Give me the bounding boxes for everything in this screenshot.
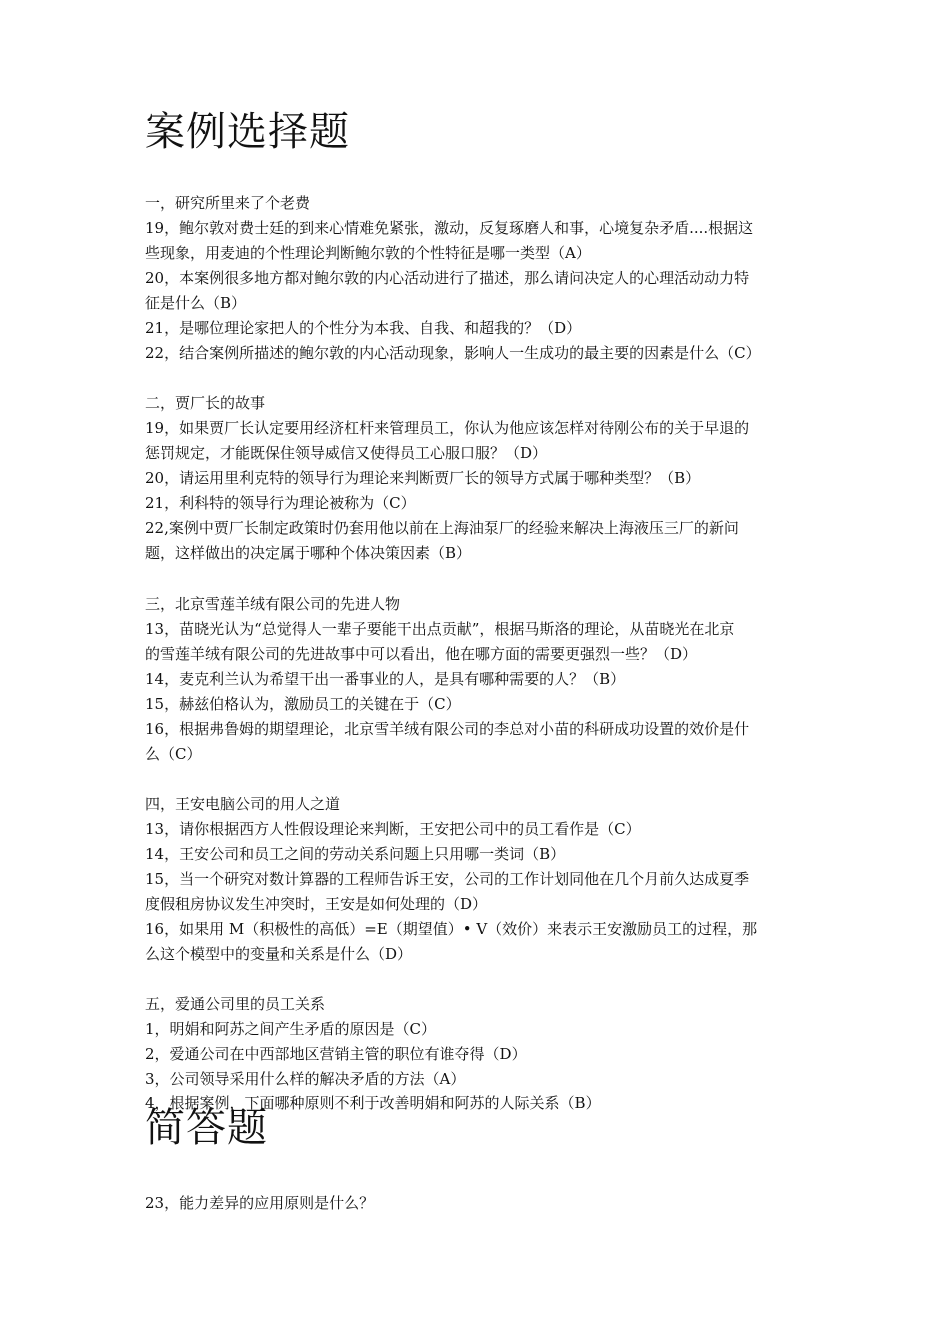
section-2-line: 19，如果贾厂长认定要用经济杠杆来管理员工，你认为他应该怎样对待刚公布的关于早退的: [145, 419, 750, 437]
section-5-line: 1，明娟和阿苏之间产生矛盾的原因是（C）: [145, 1020, 437, 1038]
section-3-line: 么（C）: [145, 745, 202, 763]
section-5-line: 2，爱通公司在中西部地区营销主管的职位有谁夺得（D）: [145, 1045, 527, 1063]
section-3-line: 的雪莲羊绒有限公司的先进故事中可以看出，他在哪方面的需要更强烈一些？（D）: [145, 645, 698, 663]
section-1-line: 征是什么（B）: [145, 294, 247, 312]
section-1-line: 21，是哪位理论家把人的个性分为本我、自我、和超我的？（D）: [145, 319, 582, 337]
section-2-title: 二，贾厂长的故事: [145, 394, 266, 412]
section-4-line: 么这个模型中的变量和关系是什么（D）: [145, 945, 413, 963]
section-2-line: 21，利科特的领导行为理论被称为（C）: [145, 494, 416, 512]
section-5-line: 3，公司领导采用什么样的解决矛盾的方法（A）: [145, 1070, 466, 1088]
section-4-line: 15，当一个研究对数计算器的工程师告诉王安，公司的工作计划同他在几个月前久达成夏季: [145, 870, 750, 888]
section-1-line: 些现象，用麦迪的个性理论判断鲍尔敦的个性特征是哪一类型（A）: [145, 244, 591, 262]
section-4-line: 度假租房协议发生冲突时，王安是如何处理的（D）: [145, 895, 488, 913]
heading-short-answer: 简答题: [145, 1105, 268, 1151]
section-1-line: 19，鲍尔敦对费士廷的到来心情难免紧张，激动，反复琢磨人和事，心境复杂矛盾....根据这: [145, 219, 754, 237]
section-5-line: 4，根据案例，下面哪种原则不利于改善明娟和阿苏的人际关系（B）: [145, 1094, 601, 1112]
section-3-line: 13，苗晓光认为“总觉得人一辈子要能干出点贡献”，根据马斯洛的理论，从苗晓光在北京: [145, 620, 735, 638]
section-1-title: 一，研究所里来了个老费: [145, 194, 311, 212]
section-4-line: 16，如果用 M（积极性的高低）=E（期望值）• V（效价）来表示王安激励员工的过程，那: [145, 920, 758, 938]
section-3-line: 16，根据弗鲁姆的期望理论，北京雪羊绒有限公司的李总对小苗的科研成功设置的效价是什: [145, 720, 750, 738]
section-3-title: 三，北京雪莲羊绒有限公司的先进人物: [145, 595, 401, 613]
section-4-line: 14，王安公司和员工之间的劳动关系问题上只用哪一类词（B）: [145, 845, 566, 863]
section-4-title: 四，王安电脑公司的用人之道: [145, 795, 341, 813]
section-2-line: 惩罚规定，才能既保住领导威信又使得员工心服口服？（D）: [145, 444, 548, 462]
section-3-line: 15，赫兹伯格认为，激励员工的关键在于（C）: [145, 695, 461, 713]
section-2-line: 20，请运用里利克特的领导行为理论来判断贾厂长的领导方式属于哪种类型？（B）: [145, 469, 701, 487]
section-4-line: 13，请你根据西方人性假设理论来判断，王安把公司中的员工看作是（C）: [145, 820, 641, 838]
heading-case-choice: 案例选择题: [145, 109, 350, 155]
section-2-line: 22,案例中贾厂长制定政策时仍套用他以前在上海油泵厂的经验来解决上海液压三厂的新问: [145, 519, 739, 537]
section-1-line: 22，结合案例所描述的鲍尔敦的内心活动现象，影响人一生成功的最主要的因素是什么（C）: [145, 344, 761, 362]
section-3-line: 14，麦克利兰认为希望干出一番事业的人，是具有哪种需要的人？（B）: [145, 670, 626, 688]
short-answer-question: 23，能力差异的应用原则是什么？: [145, 1194, 375, 1212]
section-5-title: 五，爱通公司里的员工关系: [145, 995, 326, 1013]
section-1-line: 20，本案例很多地方都对鲍尔敦的内心活动进行了描述，那么请问决定人的心理活动动力特: [145, 269, 750, 287]
section-2-line: 题，这样做出的决定属于哪种个体决策因素（B）: [145, 544, 472, 562]
